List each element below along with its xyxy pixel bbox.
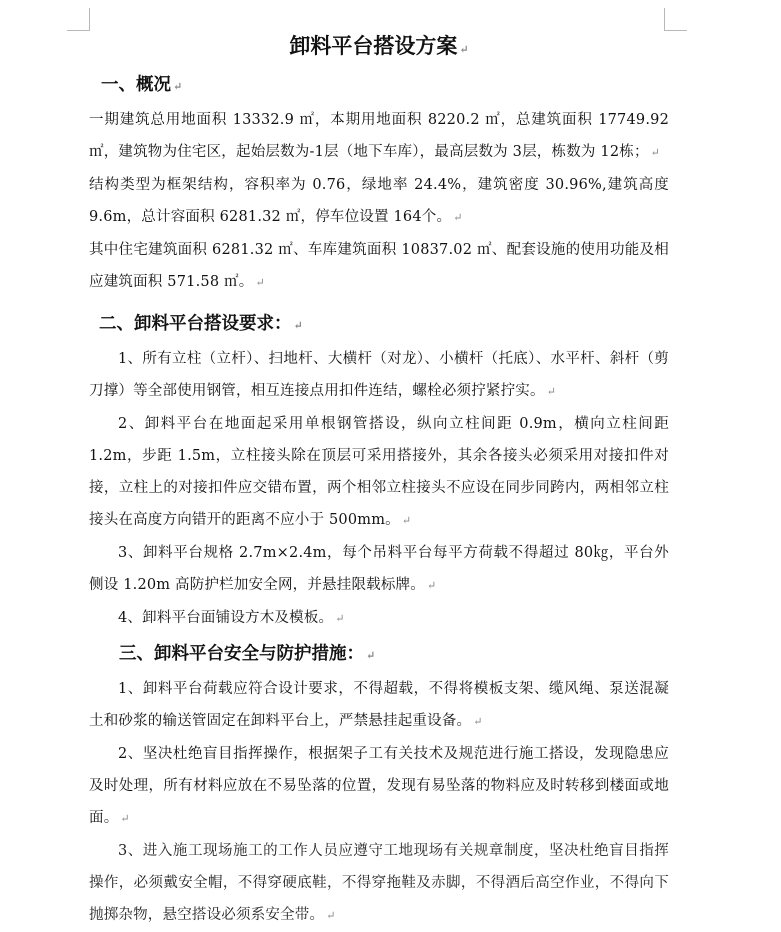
section-heading-requirements: 二、卸料平台搭设要求： ↵ [99,314,303,334]
paragraph-mark-icon: ↵ [650,146,661,159]
paragraph: 1、卸料平台荷载应符合设计要求，不得超载，不得将模板支架、缆风绳、泵送混凝土和砂浆的输送管固定在卸料平台上，严禁悬挂起重设备。 ↵ [89,681,669,729]
margin-corner-mark-left [67,8,90,31]
section-heading-safety: 三、卸料平台安全与防护措施： ↵ [119,644,376,664]
document-body[interactable] [89,26,669,932]
paragraph-mark-icon: ↵ [293,319,303,332]
paragraph-mark-icon: ↵ [546,385,557,398]
paragraph: 结构类型为框架结构，容积率为 0.76，绿地率 24.4%，建筑密度 30.96%,建筑高度 9.6m，总计容面积 6281.32 ㎡，停车位设置 164个。 ↵ [89,177,669,225]
paragraph-mark-icon: ↵ [426,579,437,592]
paragraph: 1、所有立柱（立杆）、扫地杆、大横杆（对龙）、小横杆（托底）、水平杆、斜杆（剪刀撑）等全部使用钢管，相互连接点用扣件连结，螺栓必须拧紧拧实。 ↵ [89,351,669,399]
paragraph-mark-icon: ↵ [453,211,463,224]
paragraph: 其中住宅建筑面积 6281.32 ㎡、车库建筑面积 10837.02 ㎡、配套设施的使用功能及相应建筑面积 571.58 ㎡。 ↵ [89,242,669,290]
paragraph: 3、进入施工现场施工的工作人员应遵守工地现场有关规章制度，坚决杜绝盲目指挥操作，必须戴安全帽，不得穿硬底鞋，不得穿拖鞋及赤脚，不得酒后高空作业，不得向下抛掷杂物，悬空搭设必须系安全带。 ↵ [89,843,669,923]
paragraph: 3、卸料平台规格 2.7m×2.4m，每个吊料平台每平方荷载不得超过 80㎏，平台外侧设 1.20m 高防护栏加安全网，并悬挂限载标牌。 ↵ [89,545,669,593]
paragraph-mark-icon: ↵ [459,43,469,56]
section-heading-overview: 一、概况 ↵ [101,75,183,95]
document-title: 卸料平台搭设方案 ↵ [289,33,469,58]
paragraph-mark-icon: ↵ [335,612,345,625]
paragraph-mark-icon: ↵ [326,909,336,922]
paragraph-mark-icon: ↵ [473,715,483,728]
paragraph: 2、坚决杜绝盲目指挥操作，根据架子工有关技术及规范进行施工搭设，发现隐患应及时处理，所有材料应放在不易坠落的位置，发现有易坠落的物料应及时转移到楼面或地面。 ↵ [89,746,669,826]
paragraph-mark-icon: ↵ [401,514,412,527]
paragraph: 2、卸料平台在地面起采用单根钢管搭设，纵向立柱间距 0.9m，横向立柱间距 1.2m，步距 1.5m，立柱接头除在顶层可采用搭接外，其余各接头必须采用对接扣件对接，立柱上的对接扣件应交错布置，两个相邻立柱接头不应设在同步同跨内，两相邻立柱接头在高度方向错开的距离不应小于 500mm。 ↵ [89,416,669,528]
paragraph-mark-icon: ↵ [366,649,376,662]
paragraph-mark-icon: ↵ [120,812,130,825]
paragraph: 4、卸料平台面铺设方木及模板。 ↵ [118,610,345,626]
paragraph-mark-icon: ↵ [255,276,265,289]
paragraph: 一期建筑总用地面积 13332.9 ㎡，本期用地面积 8220.2 ㎡，总建筑面积 17749.92 ㎡，建筑物为住宅区，起始层数为-1层（地下车库），最高层数为 3层，栋数为 12栋； ↵ [89,112,669,160]
paragraph-mark-icon: ↵ [173,80,183,93]
